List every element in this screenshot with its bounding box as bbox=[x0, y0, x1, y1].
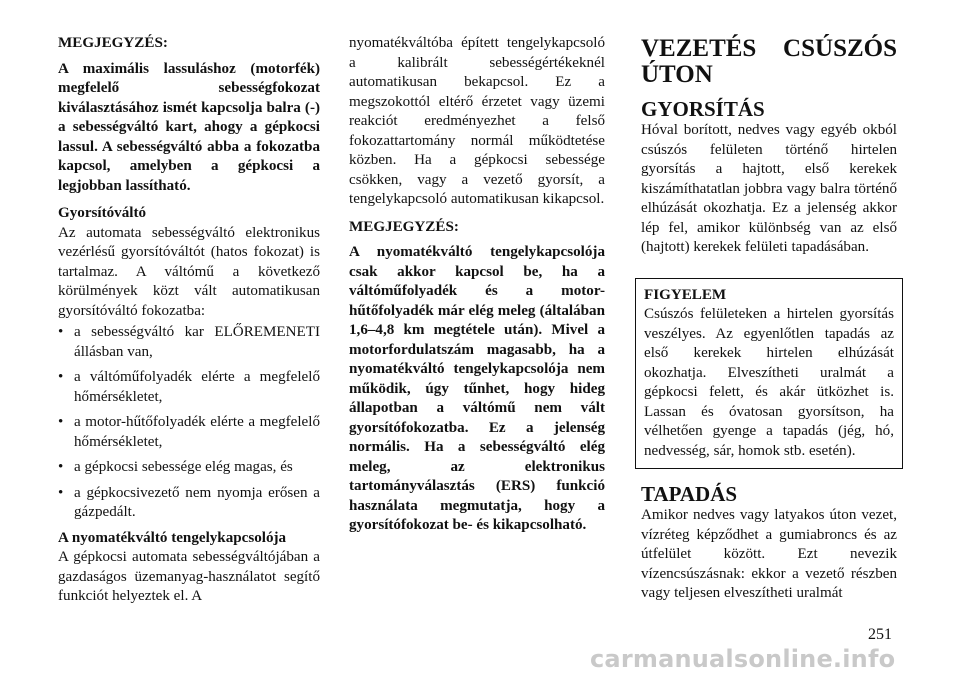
watermark: carmanualsonline.info bbox=[590, 645, 896, 673]
conditions-list bbox=[58, 323, 320, 523]
list-item: • a gépkocsi sebessége elég magas, és bbox=[58, 458, 320, 478]
overdrive-text: Az automata sebességváltó elektronikus vezérlésű gyorsítóváltót (hatos fokozat) is tartalmaz. A váltómű a következő körülmények közt vált automatikusan gyorsítóváltó fokozatba: bbox=[58, 224, 320, 319]
list-item: • a motor-hűtőfolyadék elérte a megfelelő hőmérsékletet, bbox=[58, 413, 320, 452]
lockup-heading: A nyomatékváltó tengelykapcsolója bbox=[58, 529, 287, 546]
left-column bbox=[58, 34, 320, 607]
lockup-text-continued: nyomatékváltóba épített tengelykapcsoló a kalibrált sebességértékeknél automatikusan bekapcsol. Ez a megszokottól eltérő érzetet vagy üzemi reakciót eredményezhet a felső fokozattartomány normál működtetése közben. Ha a gépkocsi sebessége csökken, vagy a vezető gyorsít, a tengelykapcsoló automatikusan kikapcsol. bbox=[349, 35, 605, 207]
acceleration-heading: GYORSÍTÁS bbox=[641, 97, 765, 121]
list-item: • a váltóműfolyadék elérte a megfelelő hőmérsékletet, bbox=[58, 368, 320, 407]
traction-heading: TAPADÁS bbox=[641, 482, 738, 506]
warning-heading: FIGYELEM bbox=[644, 286, 727, 303]
list-item: • a gépkocsivezető nem nyomja erősen a gázpedált. bbox=[58, 484, 320, 523]
warning-box bbox=[635, 278, 903, 470]
list-item: • a sebességváltó kar ELŐREMENETI állásban van, bbox=[58, 323, 320, 362]
warning-text: Csúszós felületeken a hirtelen gyorsítás veszélyes. Az egyenlőtlen tapadás az első kerekek hirtelen elhúzását okozhatja. Elveszítheti uralmát a gépkocsi felett, és akár ütközhet is. Lassan és óvatosan gyorsítson, ha vélhetően gyenge a tapadás (jég, hó, nedvesség, sár, homok stb. esetén). bbox=[644, 306, 894, 459]
middle-column bbox=[349, 34, 605, 536]
overdrive-heading: Gyorsítóváltó bbox=[58, 205, 147, 221]
note-text: A nyomatékváltó tengelykapcsolója csak akkor kapcsol be, ha a váltóműfolyadék és a motor-hűtőfolyadék már elég meleg (általában 1,6–4,8 km megtétele után). Mivel a motorfordulatszám magasabb, ha a nyomatékváltó tengelykapcsolója nem működik, úgy tűnhet, hogy hideg állapotban a váltómű nem vált gyorsítófokozatba. Ez a jelenség normális. Ha a sebességváltó elég meleg, az elektronikus tartományválasztás (ERS) funkció használata megmutatja, hogy a gyorsítófokozat be- és kikapcsolható. bbox=[349, 244, 605, 533]
acceleration-text: Hóval borított, nedves vagy egyéb okból csúszós felületen történő hirtelen gyorsítás a hajtott, első kerekek kiszámíthatatlan jobbra vagy balra történő elhúzását okozhatja. Ez a jelenség akkor lép fel, amikor különbség van az első (hajtott) kerekek felületi tapadásában. bbox=[641, 122, 897, 255]
section-title: VEZETÉS CSÚSZÓS ÚTON bbox=[641, 35, 897, 88]
note-text: A maximális lassuláshoz (motorfék) megfelelő sebességfokozat kiválasztásához ismét kapcsolja balra (-) a sebességváltó kart, ahogy a gépkocsi lassul. A sebességváltó abba a fokozatba kapcsol, amelyben a gépkocsi a legjobban lassítható. bbox=[58, 60, 320, 194]
note-heading: MEGJEGYZÉS: bbox=[58, 35, 168, 51]
right-column bbox=[641, 34, 897, 604]
note-heading: MEGJEGYZÉS: bbox=[349, 218, 459, 235]
page-number: 251 bbox=[868, 626, 892, 643]
lockup-text: A gépkocsi automata sebességváltójában a gazdaságos üzemanyag-használatot segítő funkciót helyeztek el. A bbox=[58, 549, 320, 604]
traction-text: Amikor nedves vagy latyakos úton vezet, vízréteg képződhet a gumiabroncs és az útfelület között. Ezt nevezik vízencsúszásnak: ekkor a vezető részben vagy teljesen elveszítheti uralmát bbox=[641, 507, 897, 601]
